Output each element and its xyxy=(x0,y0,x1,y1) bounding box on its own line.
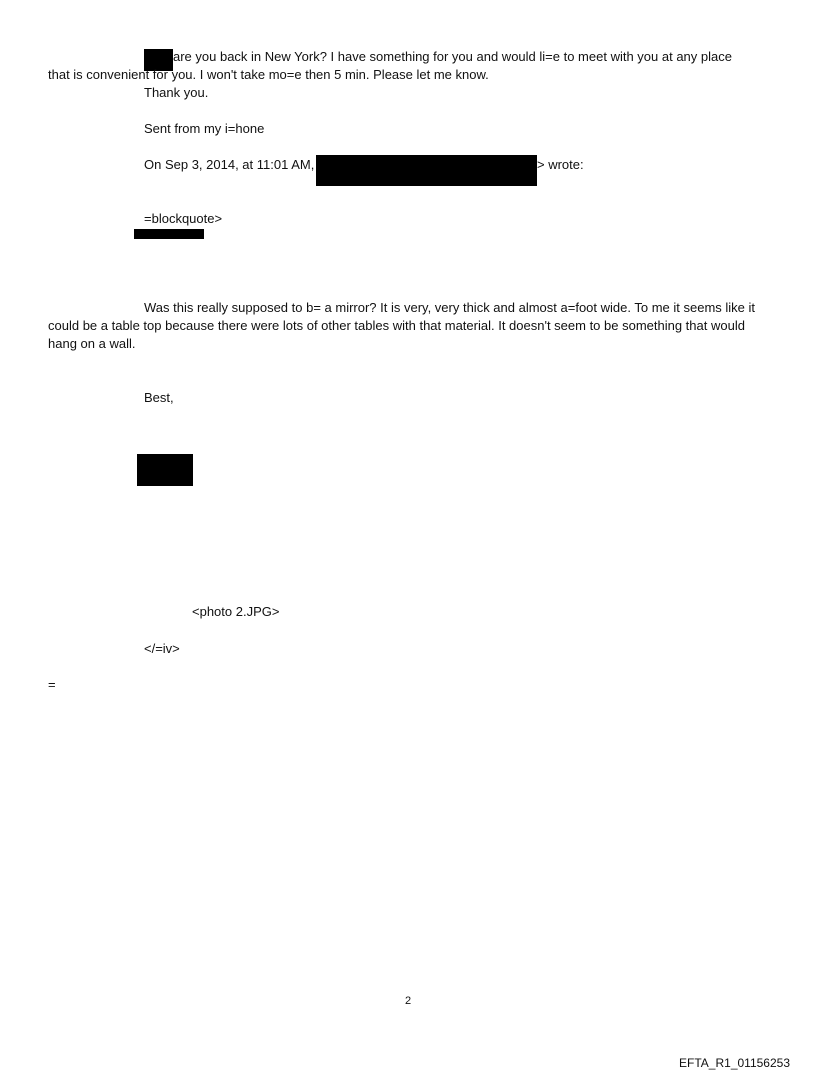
redaction-sender-email xyxy=(316,155,537,186)
blockquote-tag: =blockquote> xyxy=(144,211,223,226)
redaction-salutation xyxy=(134,229,204,239)
trailing-equals: = xyxy=(48,677,56,692)
quoted-message-body xyxy=(48,299,758,353)
page-number: 2 xyxy=(404,995,412,1007)
quoted-closing: Best, xyxy=(144,390,174,405)
email-thanks: Thank you. xyxy=(144,85,209,100)
email-signature: Sent from my i=hone xyxy=(144,121,265,136)
quoted-message-text: Was this really supposed to b= a mirror? It is very, very thick and almost a=foot wide. To me it seems like it could be a table top because there were lots of other tables with that material. It doesn't seem to be something that would hang on a wall. xyxy=(48,300,755,351)
document-id: EFTA_R1_01156253 xyxy=(679,1056,790,1070)
reply-header-prefix: On Sep 3, 2014, at 11:01 AM, xyxy=(144,157,315,172)
reply-header-suffix: > wrote: xyxy=(537,157,584,172)
attachment-placeholder: <photo 2.JPG> xyxy=(192,604,280,619)
email-opening-line-2: that is convenient for you. I won't take mo=e then 5 min. Please let me know. xyxy=(48,67,489,82)
redaction-sender-signature xyxy=(137,454,193,486)
div-close-tag: </=iv> xyxy=(144,641,180,656)
email-opening-line-1: are you back in New York? I have something for you and would li=e to meet with you at any place xyxy=(173,49,732,64)
